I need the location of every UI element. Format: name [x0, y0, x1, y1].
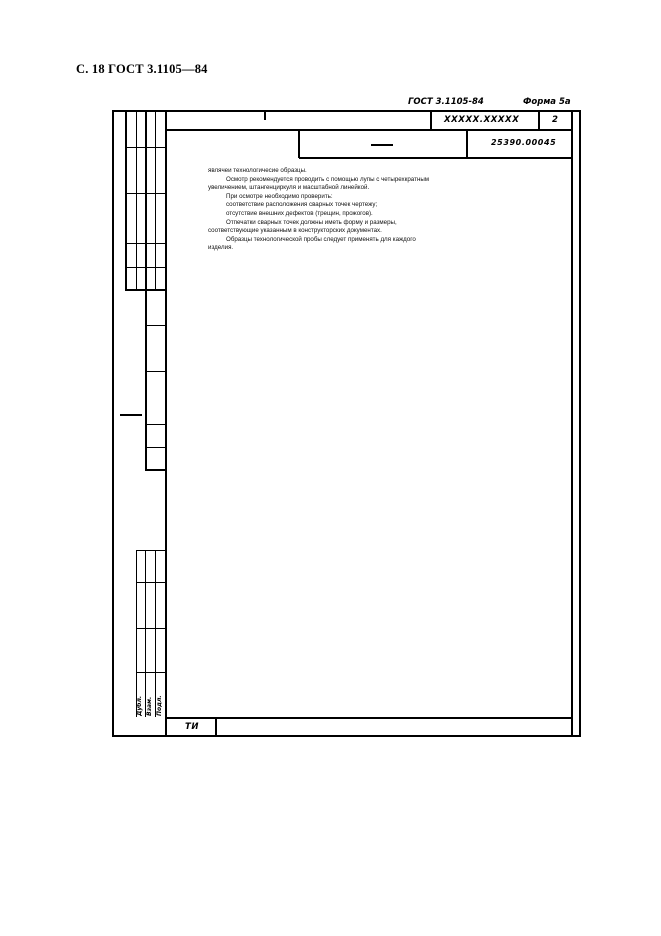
side-row-4: [125, 267, 165, 268]
page-header-title: С. 18 ГОСТ 3.1105—84: [76, 62, 208, 76]
side-row-1: [125, 147, 165, 148]
side-row-8: [145, 424, 165, 425]
side-row-10: [145, 469, 165, 471]
side-low-col-c: [155, 550, 156, 717]
side-col-line-c: [136, 112, 137, 290]
side-row-6: [145, 325, 165, 326]
body-line: соответствующие указанным в конструкторских документах.: [208, 227, 382, 235]
gost-reference: ГОСТ 3.1105-84: [408, 97, 484, 107]
side-low-row-3: [136, 628, 165, 629]
side-label-vzam: Взам.: [146, 696, 153, 716]
bottom-strip-line: [165, 717, 573, 719]
side-low-row-2: [136, 582, 165, 583]
document-code: ХХХХХ.ХХХХХ: [444, 115, 520, 125]
body-text: [208, 167, 498, 253]
body-line: увеличением, штангенциркуля и масштабной линейкой.: [208, 184, 370, 192]
title-divider-2: [466, 130, 468, 158]
side-label-podl: Подл.: [156, 695, 163, 716]
side-col-line-d: [155, 112, 156, 290]
body-line: являчеи технологичесие образцы.: [208, 167, 307, 174]
title-divider-1: [298, 130, 300, 158]
body-line: Образцы технологической пробы следует применять для каждого: [226, 235, 416, 243]
body-line: Отпечатки сварных точек должны иметь форму и размеры,: [226, 218, 397, 226]
side-col-line-b: [145, 112, 147, 470]
title-divider-4: [538, 112, 540, 130]
title-tick: [264, 112, 266, 120]
side-row-9: [145, 447, 165, 448]
body-line: отсутствие внешних дефектов (трещин, прожогов).: [226, 209, 373, 217]
side-low-row-1: [136, 550, 165, 551]
title-divider-3: [430, 112, 432, 130]
side-dash: [120, 414, 142, 416]
side-low-col-b: [145, 550, 146, 717]
dash-mark: [371, 144, 393, 146]
title-row-line-2: [299, 157, 573, 159]
form-label: Форма 5а: [523, 97, 571, 107]
bottom-strip-divider: [215, 718, 217, 737]
title-row-line-1: [165, 129, 573, 131]
side-row-2: [125, 193, 165, 194]
side-low-row-4: [136, 672, 165, 673]
bottom-label-ti: ТИ: [185, 722, 200, 732]
sheet-number: 2: [552, 115, 559, 125]
side-col-line-a: [125, 112, 127, 290]
body-line: изделия.: [208, 244, 234, 252]
right-code: 25390.00045: [491, 138, 557, 147]
side-low-col-a: [136, 550, 137, 717]
side-label-dubl: Дубл.: [136, 695, 143, 716]
side-row-5: [125, 289, 165, 291]
body-line: Осмотр рекомендуется проводить с помощью лупы с четырехкратным: [226, 175, 430, 183]
side-row-3: [125, 243, 165, 244]
body-line: При осмотре необходимо проверить:: [226, 192, 333, 200]
body-line: соответствие расположения сварных точек чертежу;: [226, 201, 378, 209]
side-row-7: [145, 371, 165, 372]
